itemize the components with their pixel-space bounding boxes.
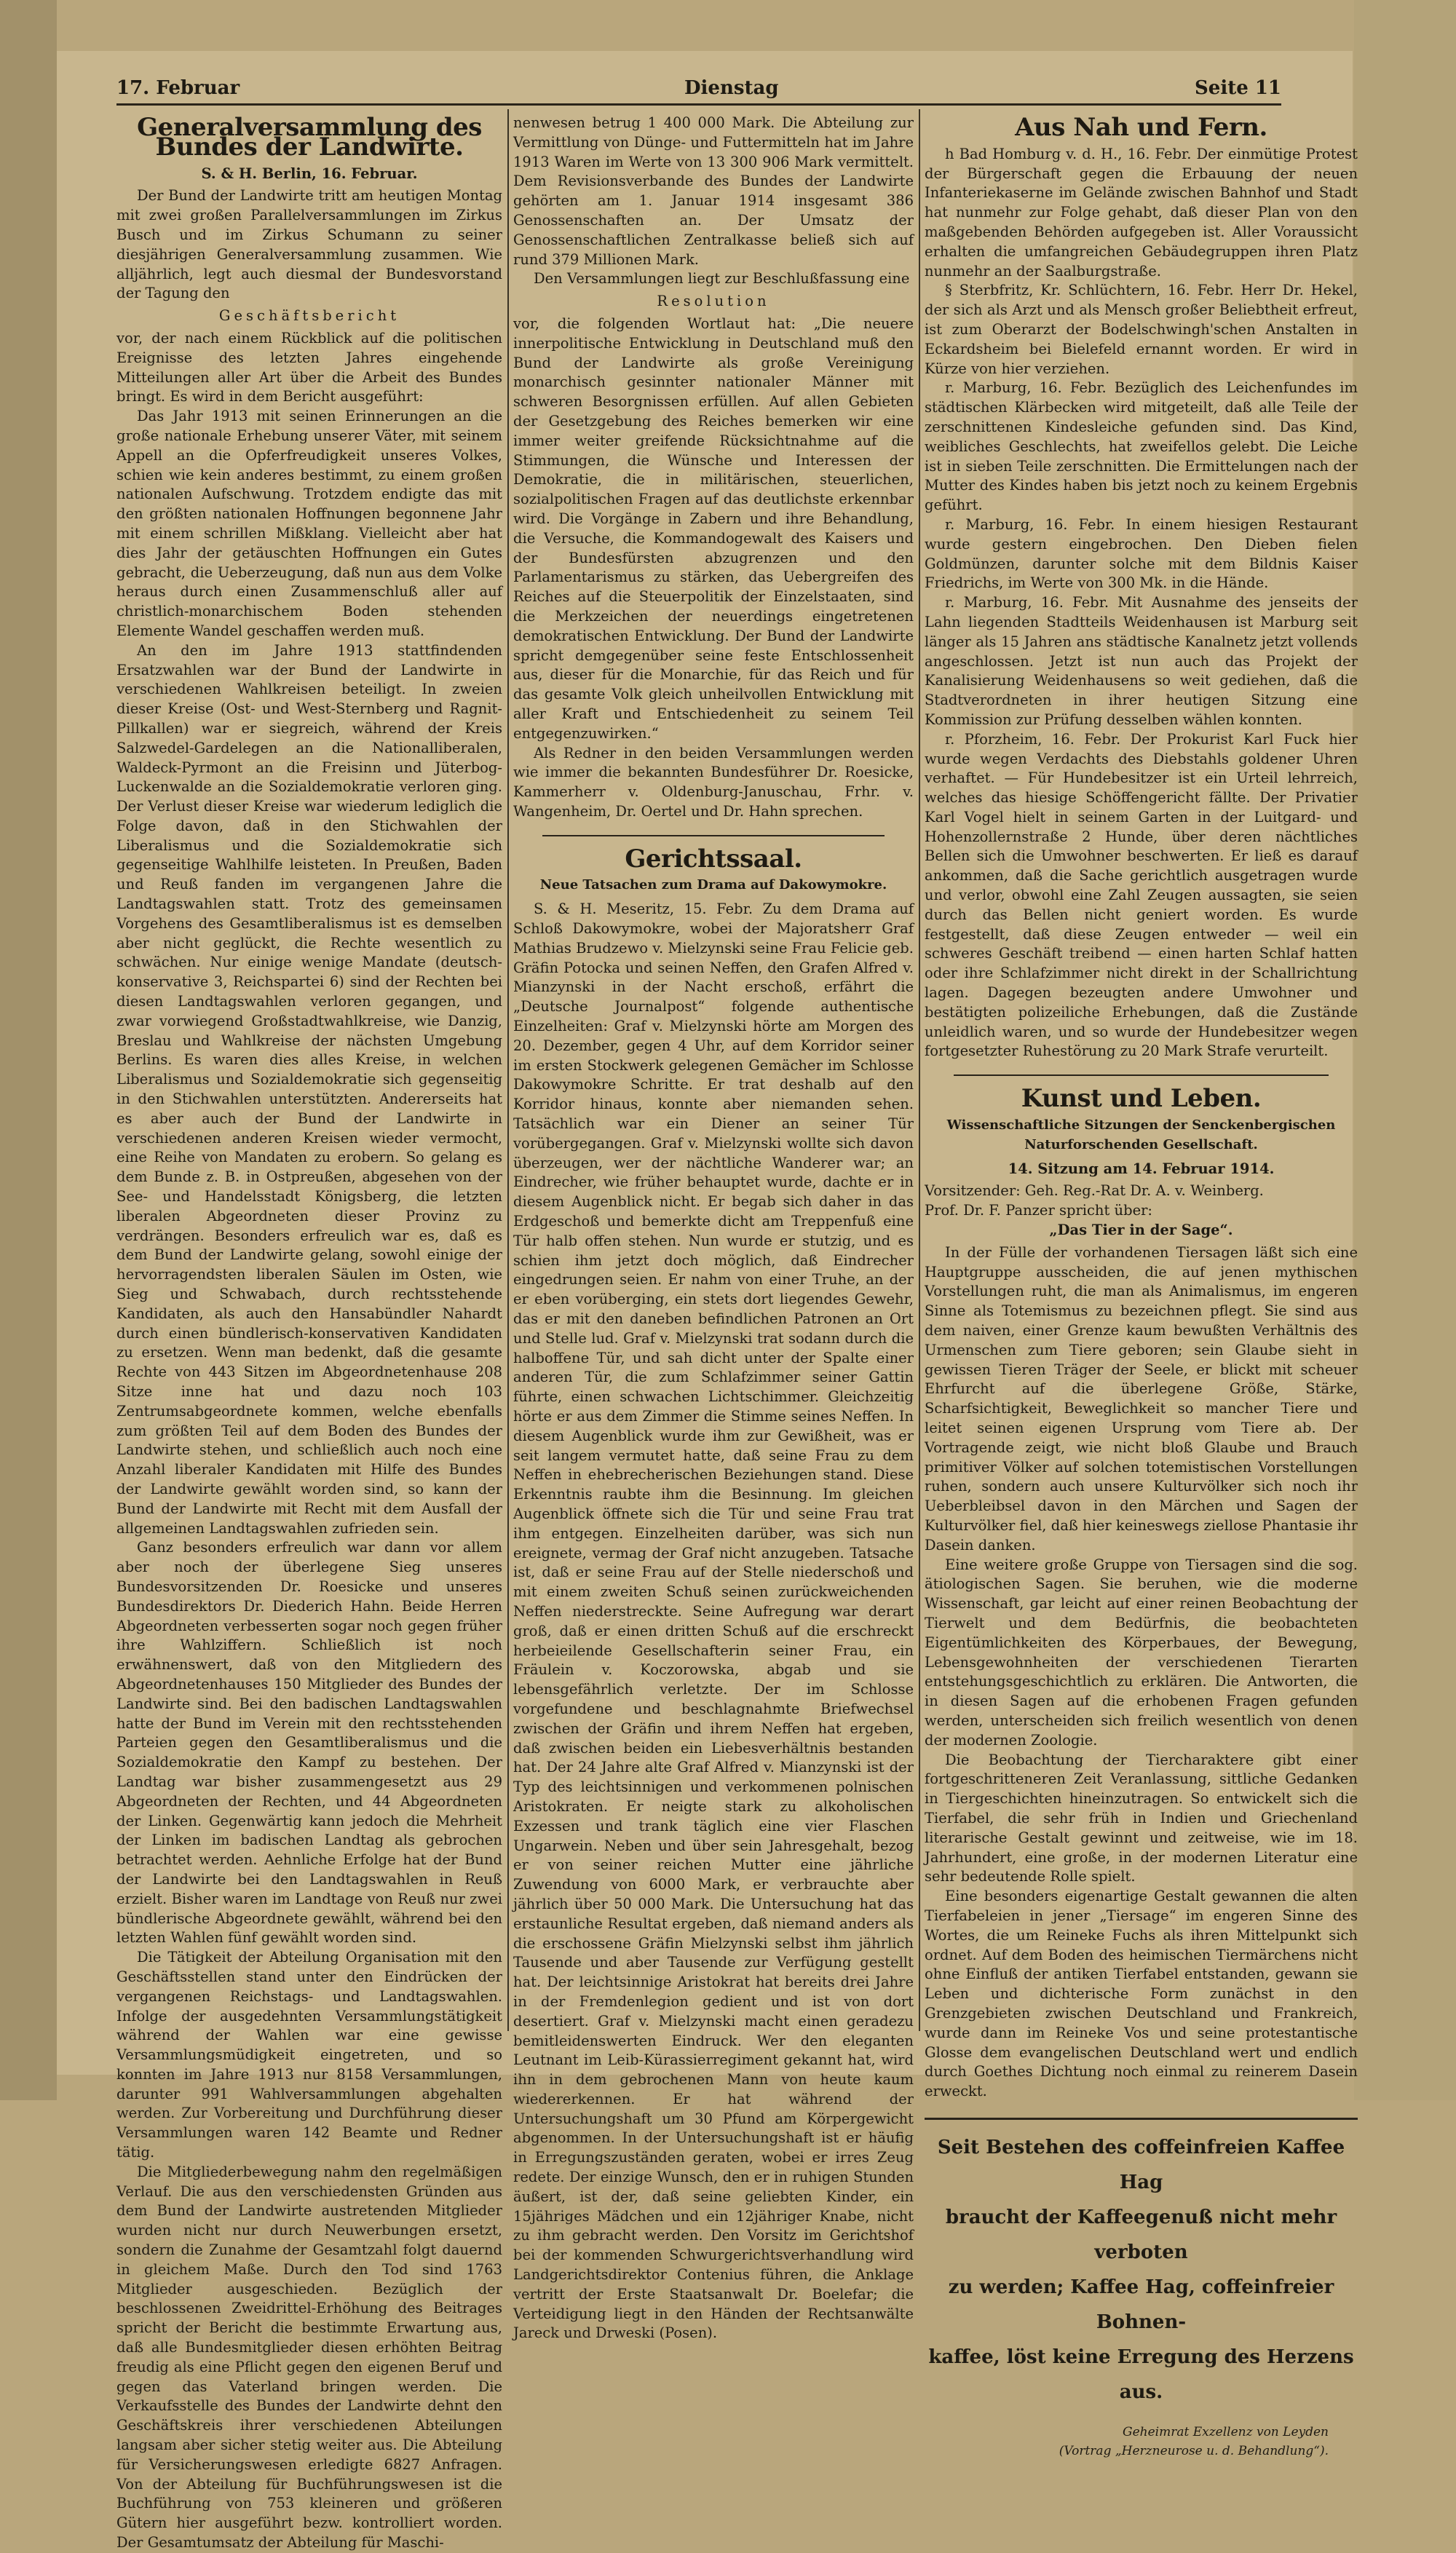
paragraph: h Bad Homburg v. d. H., 16. Febr. Der einmütige Protest der Bürgerschaft gegen die Erbauung der neuen Infanteriekaserne im Gelände zwischen Bahnhof und Stadt hat nunmehr zur Folge gehabt, daß dieser Plan von den maßgebenden Behörden aufgegeben ist. Aller Voraussicht erhalten die umfangreichen Gebäudegruppen ihren Platz nunmehr an der Saalburgstraße.: [925, 145, 1358, 280]
paragraph: vor, der nach einem Rückblick auf die politischen Ereignisse des letzten Jahres eingehende Mitteilungen aller Art über die Arbeit des Bundes bringt. Es wird in dem Bericht ausgeführt:: [116, 329, 502, 405]
paragraph: r. Marburg, 16. Febr. Bezüglich des Leichenfundes im städtischen Klärbecken wird mitgeteilt, daß alle Teile der zerschnittenen Kindesleiche gefunden sind. Das Kind, weibliches Geschlechts, hat zweifellos gelebt. Die Leiche ist in sieben Teile zerschnitten. Die Ermittelungen nach der Mutter des Kindes haben bis jetzt noch zu keinem Ergebnis geführt.: [925, 379, 1358, 514]
section-headline: Kunst und Leben.: [1021, 1084, 1262, 1114]
paragraph: Ganz besonders erfreulich war dann vor allem aber noch der überlegene Sieg unseres Bundesvorsitzenden Dr. Roesicke und unseres Bundesdirektors Dr. Diederich Hahn. Beide Herren Abgeordneten verbesserten sogar noch gegen früher ihre Wahlziffern. Schließlich ist noch erwähnenswert, daß von den Mitgliedern des Abgeordnetenhauses 150 Mitglieder des Bundes der Landwirte sind. Bei den badischen Landtagswahlen hatte der Bund im Verein mit den rechtsstehenden Parteien gegen den Gesamtliberalismus und die Sozialdemokratie den Kampf zu bestehen. Der Landtag war bisher zusammengesetzt aus 29 Abgeordneten der Rechten, und 44 Abgeordneten der Linken. Gegenwärtig kann jedoch die Mehrheit der Linken im badischen Landtag als gebrochen betrachtet werden. Aehnliche Erfolge hat der Bund der Landwirte bei den Landtagswahlen in Reuß erzielt. Bisher waren im Landtage von Reuß nur zwei bündlerische Abgeordnete gewählt, während bei den letzten Wahlen fünf gewählt worden sind.: [116, 1539, 502, 1947]
paragraph: Der Bund der Landwirte tritt am heutigen Montag mit zwei großen Parallelversammlungen im Zirkus Busch und im Zirkus Schumann zu seiner diesjährigen Generalversammlung zusammen. Wie alljährlich, legt auch diesmal der Bundesvorstand der Tagung den: [116, 187, 502, 302]
column-3: [925, 113, 1358, 2458]
ad-line: braucht der Kaffeegenuß nicht mehr verboten: [945, 2206, 1337, 2263]
paragraph: Die Beobachtung der Tiercharaktere gibt einer fortgeschritteneren Zeit Veranlassung, sittliche Gedanken in Tiergeschichten hineinzutragen. So entwickelt sich die Tierfabel, die sehr früh in Indien und Griechenland literarische Gestalt gewinnt und zeitweise, wie im 18. Jahrhundert, eine große, in der modernen Literatur eine sehr bedeutende Rolle spielt.: [925, 1751, 1358, 1885]
paragraph: vor, die folgenden Wortlaut hat: „Die neuere innerpolitische Entwicklung in Deutschland muß den Bund der Landwirte als große Vereinigung monarchisch gesinnter nationaler Männer mit schweren Besorgnissen erfüllen. Auf allen Gebieten der Gesetzgebung des Reiches bemerken wir eine immer weiter greifende Rücksichtnahme auf die Stimmungen, die Wünsche und Interessen der Demokratie, die in militärischen, steuerlichen, sozialpolitischen Fragen auf das deutlichste erkennbar wird. Die Vorgänge in Zabern und ihre Behandlung, die Versuche, die Kommandogewalt des Kaisers und der Bundesfürsten abzugrenzen und den Parlamentarismus zu stärken, das Uebergreifen des Reiches auf die Steuerpolitik der Einzelstaaten, sind die Merkzeichen der neuerdings eingetretenen demokratischen Entwicklung. Der Bund der Landwirte spricht demgegenüber seine feste Entschlossenheit aus, dieser für die Monarchie, für das Reich und für das gesamte Volk gleich unheilvollen Entwicklung mit aller Kraft und Entschiedenheit zu seinem Teil entgegenzuwirken.“: [513, 314, 914, 742]
ad-source-line: (Vortrag „Herzneurose u. d. Behandlung“).: [1059, 2443, 1329, 2458]
article-headline: Generalversammlung des Bundes der Landwirte.: [137, 113, 482, 162]
article-subtitle: Wissenschaftliche Sitzungen der Senckenbergischen Naturforschenden Gesellschaft.: [946, 1117, 1336, 1152]
ad-line: zu werden; Kaffee Hag, coffeinfreier Bohnen-: [948, 2276, 1334, 2333]
chair-line: Vorsitzender: Geh. Reg.-Rat Dr. A. v. Weinberg.: [925, 1182, 1264, 1200]
ad-source-line: Geheimrat Exzellenz von Leyden: [1123, 2424, 1329, 2439]
paragraph: Als Redner in den beiden Versammlungen werden wie immer die bekannten Bundesführer Dr. Roesicke, Kammerherr v. Oldenburg-Januschau, Frhr. v. Wangenheim, Dr. Oertel und Dr. Hahn sprechen.: [513, 744, 914, 820]
column-rule: [919, 109, 920, 2031]
paragraph: r. Pforzheim, 16. Febr. Der Prokurist Karl Fuck hier wurde wegen Verdachts des Diebstahls goldener Uhren verhaftet. — Für Hundebesitzer ist ein Urteil lehrreich, welches das hiesige Schöffengericht fällte. Der Privatier Karl Vogel hielt in seinem Garten in der Luitgard- und Hohenzollernstraße 2 Hunde, über deren nächtliches Bellen sich die Umwohner beschwerten. Er ließ es darauf ankommen, daß die Sache gerichtlich ausgetragen wurde und verlor, obwohl eine Zahl Zeugen aussagten, sie seien durch das Bellen nicht geniert worden. Es wurde festgestellt, daß diese Zeugen entweder — weil ein schweres Geschäft treibend — einen harten Schlaf hatten oder ihre Schlafzimmer nicht direkt in der Schallrichtung lagen. Dagegen bezeugten andere Umwohner und bestätigten polizeiliche Erhebungen, daß die Zustände unleidlich waren, und so wurde der Hundebesitzer wegen fortgesetzter Ruhestörung zu 20 Mark Strafe verurteilt.: [925, 730, 1358, 1060]
paragraph: r. Marburg, 16. Febr. In einem hiesigen Restaurant wurde gestern eingebrochen. Den Dieben fielen Goldmünzen, darunter solche mit dem Bildnis Kaiser Friedrichs, im Werte von 300 Mk. in die Hände.: [925, 515, 1358, 592]
paragraph: r. Marburg, 16. Febr. Mit Ausnahme des jenseits der Lahn liegenden Stadtteils Weidenhausen ist Marburg seit länger als 15 Jahren ans städtische Kanalnetz jetzt vollends angeschlossen. Jetzt ist nun auch das Projekt der Kanalisierung Weidenhausens so weit gediehen, daß die Stadtverordneten in ihrer heutigen Sitzung eine Kommission zur Prüfung desselben wählen konnten.: [925, 594, 1358, 728]
paragraph: § Sterbfritz, Kr. Schlüchtern, 16. Febr. Herr Dr. Hekel, der sich als Arzt und als Mensch großer Beliebtheit erfreut, ist zum Oberarzt der Bodelschwingh'schen Anstalten in Eckardsheim bei Bielefeld ernannt worden. Er wird in Kürze von hier verziehen.: [925, 282, 1358, 377]
ad-line: kaffee, löst keine Erregung des Herzens aus.: [928, 2346, 1354, 2403]
section-divider: [542, 835, 885, 836]
ad-source: [925, 2423, 1358, 2461]
paragraph: Eine weitere große Gruppe von Tiersagen sind die sog. ätiologischen Sagen. Sie beruhen, wie die moderne Wissenschaft, gar leicht auf einer reinen Beobachtung der Tierwelt und dem Bedürfnis, die beobachteten Eigentümlichkeiten des Körperbaues, der Bewegung, Lebensgewohnheiten der verschiedenen Tierarten entstehungsgeschichtlich zu erklären. Die Antworten, die in diesen Sagen auf die erhobenen Fragen gefunden werden, unterscheiden sich freilich wesentlich von denen der modernen Zoologie.: [925, 1556, 1358, 1749]
column-1: [116, 113, 502, 2552]
paragraph: Den Versammlungen liegt zur Beschlußfassung eine: [534, 270, 910, 288]
paragraph: In der Fülle der vorhandenen Tiersagen läßt sich eine Hauptgruppe ausscheiden, die auf jenen mythischen Vorstellungen ruht, die man als Animalismus, im engeren Sinne als Totemismus zu bezeichnen pflegt. Sie sind aus dem naiven, einer Grenze kaum bewußten Verhältnis des Urmenschen zum Tiere geboren; sein Glaube sieht in gewissen Tieren Träger der Seele, er blickt mit scheuer Ehrfurcht auf die überlegene Größe, Stärke, Scharfsichtigkeit, Beweglichkeit so mancher Tiere und leitet seinen eigenen Ursprung vom Tiere ab. Der Vortragende zeigt, wie nicht bloß Glaube und Brauch primitiver Völker auf solchen totemistischen Vorstellungen ruhen, sondern auch unsere Kulturvölker sich noch ihr Ueberbleibsel davon in den Märchen und Sagen der Kulturvölker fiel, daß hier keineswegs ziellose Phantasie ihr Dasein danken.: [925, 1243, 1358, 1553]
page-header: [116, 74, 1281, 106]
session-line: 14. Sitzung am 14. Februar 1914.: [1008, 1160, 1275, 1177]
section-subhead: Resolution: [657, 293, 770, 310]
column-rule: [507, 109, 509, 2031]
speaker-line: Prof. Dr. F. Panzer spricht über:: [925, 1202, 1152, 1219]
paragraph: Eine besonders eigenartige Gestalt gewannen die alten Tierfabeleien in jener „Tiersage“ im engeren Sinne des Wortes, die um Reineke Fuchs als ihren Mittelpunkt sich ordnet. Auf dem Boden des heimischen Tiermärchens nicht ohne Einfluß der antiken Tierfabel entstanden, gewann sie Leben und dichterische Form zunächst in den Grenzgebieten zwischen Deutschland und Frankreich, wurde dann im Reineke Vos und seine protestantische Glosse dem evangelischen Deutschland wert und endlich durch Goethes Dichtung noch einmal zu reinerem Dasein erweckt.: [925, 1888, 1358, 2100]
column-2: [513, 114, 914, 2342]
page-edge-left: [0, 0, 57, 2100]
paragraph: Die Tätigkeit der Abteilung Organisation mit den Geschäftsstellen stand unter den Eindrücken der vergangenen Reichstags- und Landtagswahlen. Infolge der ausgedehnten Versammlungstätigkeit während der Wahlen war eine gewisse Versammlungsmüdigkeit eingetreten, und so konnten im Jahre 1913 nur 8158 Versammlungen, darunter 991 Wahlversammlungen abgehalten werden. Zur Vorbereitung und Durchführung dieser Versammlungen waren 142 Beamte und Redner tätig.: [116, 1949, 502, 2161]
paragraph: Das Jahr 1913 mit seinen Erinnerungen an die große nationale Erhebung unserer Väter, mit seinem Appell an die Opferfreudigkeit unseres Volkes, schien wie kein anderes bestimmt, zu einem großen nationalen Aufschwung. Trotzdem endigte das mit den größten nationalen Hoffnungen begonnene Jahr mit einem schrillen Mißklang. Vielleicht aber hat dies Jahr der getäuschten Hoffnungen ein Gutes gebracht, die Ueberzeugung, daß nun aus dem Volke heraus durch einen Zusammenschluß aller auf christlich-monarchischem Boden stehenden Elemente Wandel geschaffen werden muß.: [116, 408, 502, 639]
section-headline: Gerichtssaal.: [625, 844, 802, 874]
section-headline: Aus Nah und Fern.: [1015, 113, 1267, 142]
section-divider: [954, 1074, 1329, 1076]
article-dateline: S. & H. Berlin, 16. Februar.: [201, 165, 418, 182]
article-subtitle: Neue Tatsachen zum Drama auf Dakowymokre.: [539, 877, 887, 893]
paragraph: An den im Jahre 1913 stattfindenden Ersatzwahlen war der Bund der Landwirte in verschiedenen Wahlkreisen beteiligt. In zweien dieser Kreise (Ost- und West-Sternberg und Ragnit-Pillkallen) war er siegreich, während der Kreis Salzwedel-Gardelegen an die Nationalliberalen, Waldeck-Pyrmont an die Freisinn und Jüterbog-Luckenwalde an die Sozialdemokratie verloren ging. Der Verlust dieser Kreise war wiederum lediglich die Folge davon, daß in den Stichwahlen der Liberalismus und die Sozialdemokratie sich gegenseitige Wahlhilfe leisteten. In Preußen, Baden und Reuß fanden im vergangenen Jahre die Landtagswahlen statt. Trotz des gemeinsamen Vorgehens des Gesamtliberalismus ist es demselben aber nicht geglückt, die Rechte wesentlich zu schwächen. Nur einige wenige Mandate (deutsch-konservative 3, Reichspartei 6) sind der Rechten bei diesen Landtagswahlen verloren gegangen, und zwar vorwiegend Großstadtwahlkreise, wie Danzig, Breslau und Wahlkreise der nächsten Umgebung Berlins. Es waren dies alles Kreise, in welchen Liberalismus und Sozialdemokratie sich gegenseitig in den Stichwahlen unterstützten. Andererseits hat es aber auch der Bund der Landwirte in verschiedenen anderen Kreisen wieder vermocht, eine Reihe von Mandaten zu erobern. So gelang es dem Bunde z. B. in Ostpreußen, abgesehen von der See- und Handelsstadt Königsberg, die letzten liberalen Abgeordneten dieser Provinz zu verdrängen. Besonders erfreulich war es, daß es dem Bund der Landwirte gelang, sowohl einige der hervorragendsten liberalen Säulen im Osten, wie Sieg und Schwabach, durch rechtsstehende Kandidaten, als auch den Hansabündler Nahardt durch einen bündlerisch-konservativen Kandidaten zu ersetzen. Wenn man bedenkt, daß die gesamte Rechte von 443 Sitzen im Abgeordnetenhause 208 Sitze inne hat und dazu noch 103 Zentrumsabgeordnete kommen, welche ebenfalls zum größten Teil auf dem Boden des Bundes der Landwirte stehen, und schließlich auch noch eine Anzahl liberaler Kandidaten mit Hilfe des Bundes der Landwirte gewählt worden sind, so kann der Bund der Landwirte mit Recht mit dem Ausfall der allgemeinen Landtagswahlen zufrieden sein.: [116, 641, 502, 1537]
paragraph: Die Mitgliederbewegung nahm den regelmäßigen Verlauf. Die aus den verschiedensten Gründen aus dem Bund der Landwirte austretenden Mitglieder wurden nicht nur durch Neuwerbungen ersetzt, sondern die Zunahme der Gesamtzahl folgt dauernd in gleichem Maße. Durch den Tod sind 1763 Mitglieder ausgeschieden. Bezüglich der beschlossenen Zweidrittel-Erhöhung des Beitrages spricht der Bericht die bestimmte Erwartung aus, daß alle Bundesmitglieder diesen erhöhten Beitrag freudig als eine Pflicht gegen den eigenen Beruf und gegen das Vaterland bringen werden. Die Verkaufsstelle des Bundes der Landwirte dehnt den Geschäftskreis ihrer verschiedenen Abteilungen langsam aber sicher stetig weiter aus. Die Abteilung für Versicherungswesen erledigte 6827 Anfragen. Von der Abteilung für Buchführungswesen ist die Buchführung von 753 kleineren und größeren Gütern hier ausgeführt bezw. kontrolliert worden. Der Gesamtumsatz der Abteilung für Maschi-: [116, 2163, 502, 2552]
paragraph: nenwesen betrug 1 400 000 Mark. Die Abteilung zur Vermittlung von Dünge- und Futtermitteln hat im Jahre 1913 Waren im Werte von 13 300 906 Mark vermittelt. Dem Revisionsverbande des Bundes der Landwirte gehörten am 1. Januar 1914 insgesamt 386 Genossenschaften an. Der Umsatz der Genossenschaftlichen Zentralkasse beließ sich auf rund 379 Millionen Mark.: [513, 114, 914, 268]
header-page-number: Seite 11: [1195, 77, 1281, 99]
advertisement-kaffee-hag: [925, 2118, 1358, 2461]
header-weekday: Dienstag: [684, 77, 779, 99]
ad-line: Seit Bestehen des coffeinfreien Kaffee Hag: [937, 2136, 1345, 2193]
section-subhead: Geschäftsbericht: [218, 307, 400, 325]
header-date: 17. Februar: [116, 77, 240, 99]
lecture-topic: „Das Tier in der Sage“.: [1049, 1222, 1233, 1239]
page-edge-right: [1354, 0, 1456, 2100]
paragraph: S. & H. Meseritz, 15. Febr. Zu dem Drama auf Schloß Dakowymokre, wobei der Majoratsherr Graf Mathias Brudzewo v. Mielzynski seine Frau Felicie geb. Gräfin Potocka und seinen Neffen, den Grafen Alfred v. Mianzynski in der Nacht erschoß, erfährt die „Deutsche Journalpost“ folgende authentische Einzelheiten: Graf v. Mielzynski hörte am Morgen des 20. Dezember, gegen 4 Uhr, auf dem Korridor seiner im ersten Stockwerk gelegenen Gemächer im Schlosse Dakowymokre Schritte. Er trat deshalb auf den Korridor hinaus, konnte aber niemanden sehen. Tatsächlich war ein Diener an seiner Tür vorübergegangen. Graf v. Mielzynski wollte sich davon überzeugen, wer der nächtliche Wanderer war; an Eindrecher, wie früher behauptet wurde, dachte er in diesem Augenblick nicht. Er begab sich daher in das Erdgeschoß und bemerkte dicht am Treppenfuß eine Tür halb offen stehen. Nun wurde er stutzig, und es schien ihm jetzt doch möglich, daß Eindrecher eingedrungen seien. Er nahm von einer Truhe, an der er eben vorüberging, ein stets dort liegendes Gewehr, das er mit den daneben befindlichen Patronen an Ort und Stelle lud. Graf v. Mielzynski trat sodann durch die halboffene Tür, und sah dicht unter der Spalte einer anderen Tür, die zum Schlafzimmer seiner Gattin führte, einen schwachen Lichtschimmer. Gleichzeitig hörte er aus dem Zimmer die Stimme seines Neffen. In diesem Augenblick wurde ihm zur Gewißheit, was er seit langem vermutet hatte, daß seine Frau zu dem Neffen in ehebrecherischen Beziehungen stand. Diese Erkenntnis raubte ihm die Besinnung. Im gleichen Augenblick öffnete sich die Tür und seine Frau trat ihm entgegen. Einzelheiten darüber, was sich nun ereignete, vermag der Graf nicht anzugeben. Tatsache ist, daß er seine Frau auf der Stelle niederschoß und mit einem zweiten Schuß seinen zurückweichenden Neffen niederstreckte. Seine Aufregung war derart groß, daß er einen dritten Schuß auf die erschreckt herbeieilende Gesellschafterin seiner Frau, ein Fräulein v. Koczorowska, abgab und sie lebensgefährlich verletzte. Der im Schlosse vorgefundene und beschlagnahmte Briefwechsel zwischen der Gräfin und ihrem Neffen hat ergeben, daß zwischen beiden ein Liebesverhältnis bestanden hat. Der 24 Jahre alte Graf Alfred v. Mianzynski ist der Typ des leichtsinnigen und verkommenen polnischen Aristokraten. Er neigte stark zu alkoholischen Exzessen und trank täglich eine vier Flaschen Ungarwein. Neben und über sein Jahresgehalt, bezog er von seiner reichen Mutter eine jährliche Zuwendung von 6000 Mark, er verbrauchte aber jährlich über 50 000 Mark. Die Untersuchung hat das erstaunliche Resultat ergeben, daß niemand anders als die erschossene Gräfin Mielzynski selbst ihm jährlich Tausende und aber Tausende zur Verfügung gestellt hat. Der leichtsinnige Aristokrat hat bereits drei Jahre in der Fremdenlegion gedient und ist von dort desertiert. Graf v. Mielzynski macht einen geradezu bemitleidenswerten Eindruck. Wer den eleganten Leutnant im Leib-Kürassierregiment gekannt hat, wird ihn in dem gebrochenen Mann von heute kaum wiedererkennen. Er hat während der Untersuchungshaft um 30 Pfund am Körpergewicht abgenommen. In der Untersuchungshaft ist er häufig in Erregungszuständen geraten, wobei er irres Zeug redete. Der einzige Wunsch, den er in ruhigen Stunden äußert, ist der, daß seine geliebten Kinder, ein 15jähriges Mädchen und ein 12jähriger Knabe, nicht zu ihm gebracht werden. Den Vorsitz im Gerichtshof bei der kommenden Schwurgerichtsverhandlung wird Landgerichtsdirektor Contenius führen, die Anklage vertritt der Erste Staatsanwalt Dr. Boelefar; die Verteidigung liegt in den Händen der Rechtsanwälte Jareck und Drweski (Posen).: [513, 901, 914, 2342]
